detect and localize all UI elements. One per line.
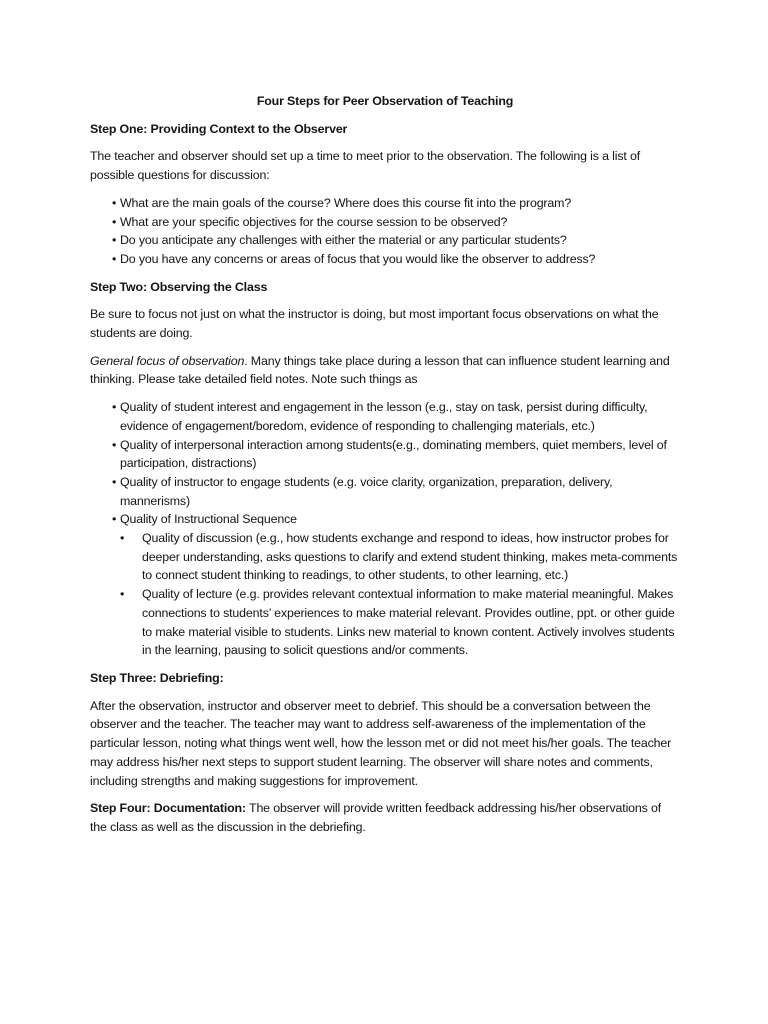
focus-paragraph	[90, 352, 680, 389]
list-item: • Do you have any concerns or areas of focus that you would like the observer to address?	[90, 250, 680, 269]
list-item-label: Quality of Instructional Sequence	[120, 512, 297, 527]
list-item: • Quality of student interest and engagement in the lesson (e.g., stay on task, persist during difficulty, evidence of engagement/boredom, evidence of responding to challenging materials, etc.)	[90, 398, 680, 435]
document-page	[90, 92, 680, 846]
discussion-question-list	[90, 194, 680, 269]
sub-list-item: • Quality of lecture (e.g. provides relevant contextual information to make material meaningful. Makes connections to students’ experiences to make material relevant. Provides outline, ppt. or other guide to make material visible to students. Links new material to known content. Actively involves students in the learning, pausing to solicit questions and/or comments.	[120, 585, 680, 660]
list-item-instructional-sequence	[90, 510, 680, 660]
list-item: • Quality of interpersonal interaction among students(e.g., dominating members, quiet members, level of participation, distractions)	[90, 436, 680, 473]
list-item: • What are the main goals of the course? Where does this course fit into the program?	[90, 194, 680, 213]
observation-focus-list	[90, 398, 680, 660]
focus-label: General focus of observation	[90, 353, 245, 368]
step-three-heading: Step Three: Debriefing:	[90, 670, 224, 685]
step-two-intro: Be sure to focus not just on what the instructor is doing, but most important focus observations on what the students are doing.	[90, 307, 659, 341]
step-four-text: The observer will provide written feedback addressing his/her observations of the class as well as the discussion in the debriefing.	[90, 801, 662, 834]
document-title: Four Steps for Peer Observation of Teaching	[256, 94, 514, 108]
step-one-intro: The teacher and observer should set up a time to meet prior to the observation. The following is a list of possible questions for discussion:	[90, 149, 641, 183]
step-one-heading: Step One: Providing Context to the Observer	[90, 121, 348, 136]
step-four-heading: Step Four: Documentation:	[90, 801, 246, 816]
list-item: • Quality of instructor to engage students (e.g. voice clarity, organization, preparation, delivery, mannerisms)	[90, 473, 680, 510]
list-item: • Do you anticipate any challenges with either the material or any particular students?	[90, 231, 680, 250]
step-three-text: After the observation, instructor and observer meet to debrief. This should be a conversation between the observer and the teacher. The teacher may want to address self-awareness of the implementation of the particular lesson, noting what things went well, how the lesson met or did not meet his/her goals. The teacher may address his/her next steps to support student learning. The observer will share notes and comments, including strengths and making suggestions for improvement.	[90, 698, 672, 788]
step-two-heading: Step Two: Observing the Class	[90, 279, 268, 294]
step-four-paragraph	[90, 799, 680, 836]
sub-list-item: • Quality of discussion (e.g., how students exchange and respond to ideas, how instructor probes for deeper understanding, asks questions to clarify and extend student thinking, makes meta-comments to connect student thinking to readings, to other students, to other learning, etc.)	[120, 529, 680, 585]
list-item: • What are your specific objectives for the course session to be observed?	[90, 213, 680, 232]
focus-text: . Many things take place during a lesson that can influence student learning and thinking. Please take detailed field notes. Note such things as	[90, 353, 670, 387]
instructional-sequence-sublist	[120, 529, 680, 660]
